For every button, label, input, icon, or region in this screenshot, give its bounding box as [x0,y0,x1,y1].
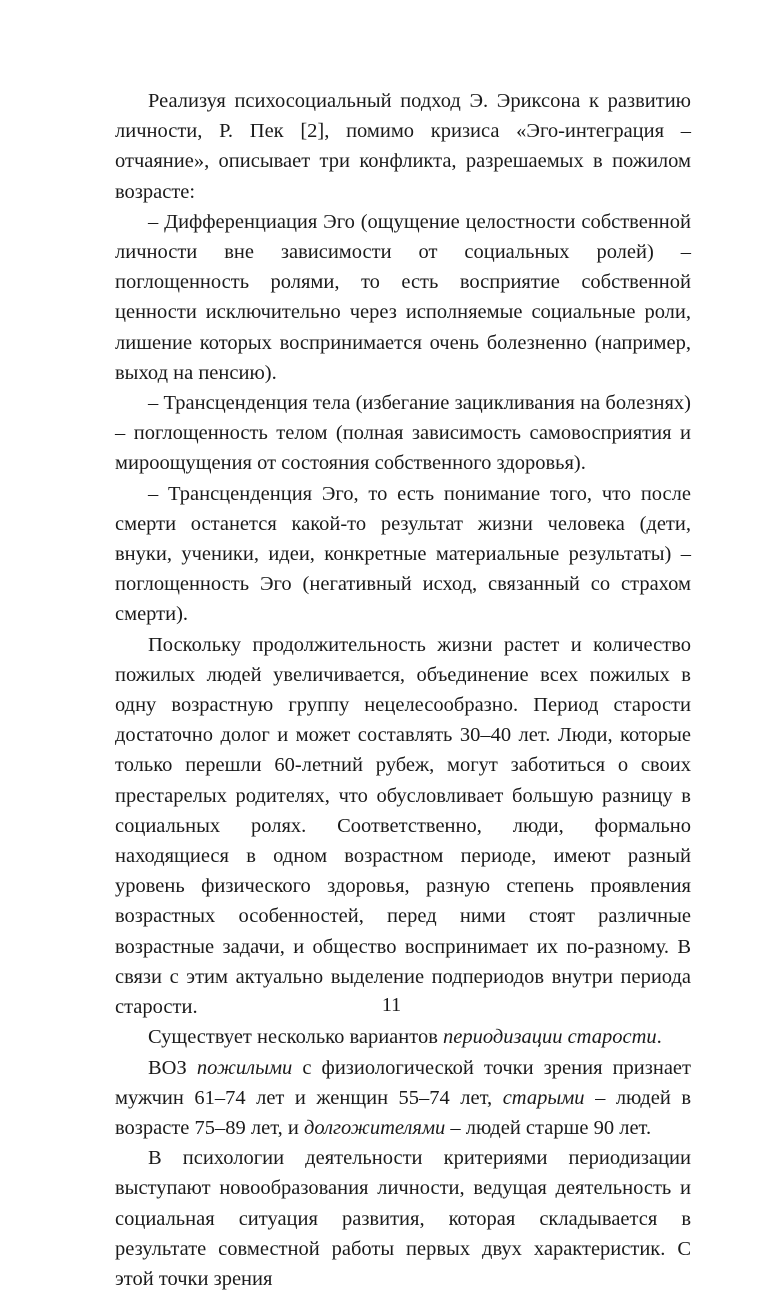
paragraph [115,86,691,207]
text-run: В психологии деятельности критериями периодизации выступают новообразования личности, ведущая деятельность и социальная ситуация развития, которая складывается в результате совместной работы первых двух характеристик. С этой точки зрения [115,1147,691,1290]
italic-term: периодизации старости [443,1026,657,1049]
body-text [115,86,691,1294]
text-run: ВОЗ [148,1056,197,1079]
italic-term: долгожителями [303,1116,446,1139]
text-run: – людей старше 90 лет. [445,1116,652,1139]
text-run: Реализуя психосоциальный подход Э. Эриксона к развитию личности, Р. Пек [2], помимо кризиса «Эго-интеграция – отчаяние», описывает три конфликта, разрешаемых в пожилом возрасте: [115,90,691,203]
paragraph [115,1143,691,1294]
text-run: – Трансценденция тела (избегание зацикливания на болезнях) – поглощенность телом (полная зависимость самовосприятия и мироощущения от состояния собственного здоровья). [115,392,691,475]
text-run: – людей в возрасте 75–89 лет, и [115,1086,691,1139]
paragraph [115,630,691,1023]
text-run: – Трансценденция Эго, то есть понимание того, что после смерти останется какой-то результат жизни человека (дети, внуки, ученики, идеи, конкретные материальные результаты) – поглощенность Эго (негативный исход, связанный со страхом смерти). [115,482,691,626]
text-run: . [656,1026,662,1049]
paragraph [115,479,691,630]
text-run: Поскольку продолжительность жизни растет и количество пожилых людей увеличивается, объединение всех пожилых в одну возрастную группу нецелесообразно. Период старости достаточно долог и может составлять 30–40 лет. Люди, которые только перешли 60-летний рубеж, могут заботиться о своих престарелых родителях, что обусловливает большую разницу в социальных ролях. Соответственно, люди, формально находящиеся в одном возрастном периоде, имеют разный уровень физического здоровья, разную степень проявления возрастных особенностей, перед ними стоят различные возрастные задачи, и общество воспринимает их по-разному. В связи с этим актуально выделение подпериодов внутри периода старости. [115,633,691,1019]
text-run: – Дифференциация Эго (ощущение целостности собственной личности вне зависимости от социальных ролей) – поглощенность ролями, то есть восприятие собственной ценности исключительно через исполняемые социальные роли, лишение которых воспринимается очень болезненно (например, выход на пенсию). [115,210,691,384]
page-number: 11 [381,994,402,1016]
text-run: с физиологической точки зрения признает мужчин 61–74 лет и женщин 55–74 лет, [115,1056,691,1109]
italic-term: старыми [502,1086,585,1109]
italic-term: пожилыми [196,1056,293,1079]
paragraph [115,207,691,388]
paragraph [115,388,691,479]
paragraph [115,1022,691,1052]
text-run: Существует несколько вариантов [148,1026,443,1049]
paragraph [115,1053,691,1144]
